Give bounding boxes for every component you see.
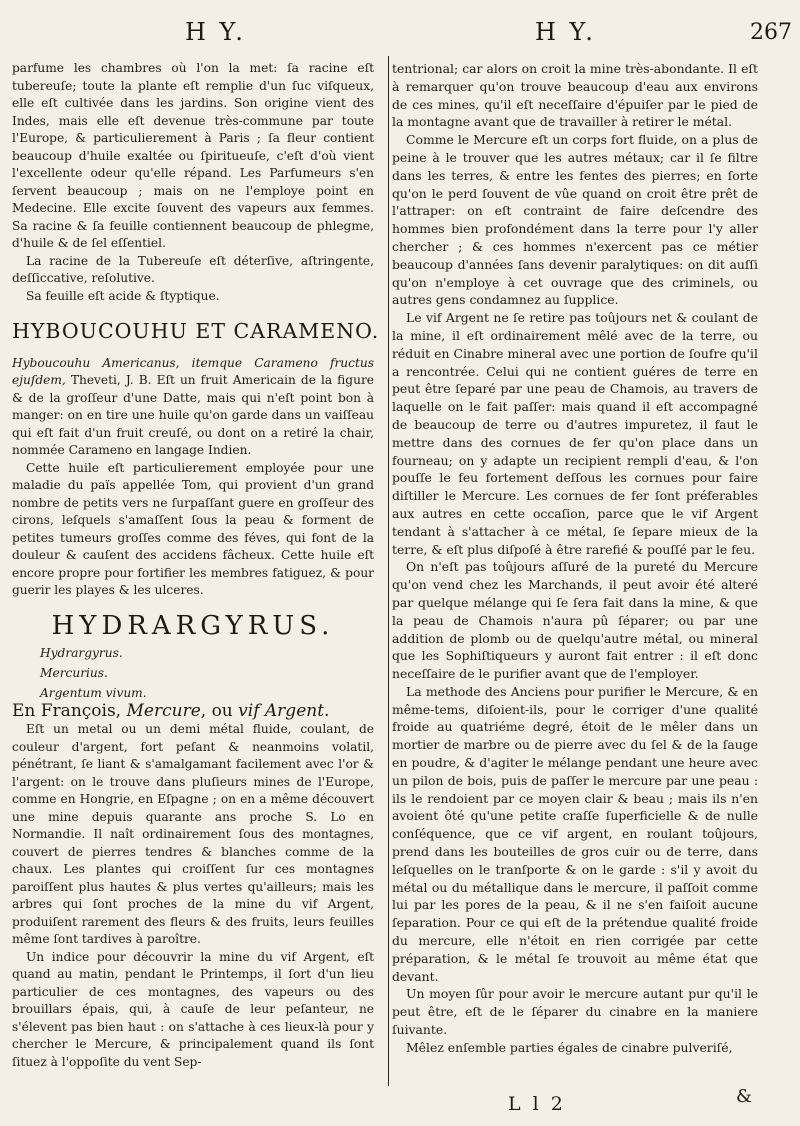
metal-description-paragraph: Eſt un metal ou un demi métal fluide, coulant, de couleur d'argent, fort peſant & neanmoins volatil, pénétrant, ſe liant & s'amalgamant facilement avec l'or & l'argent: on le trouve dans pluſieurs mines de l'Europe, comme en Hongrie, en Eſpagne ; on en a même découvert une mine depuis quarante ans proche S. Lo en Normandie. Il naît ordinairement ſous des montagnes, couvert de pierres tendres & blanches comme de la chaux. Les plantes qui croiſſent ſur ces montagnes paroiſſent plus hautes & plus vertes qu'ailleurs; mais les arbres qui ſont proches de la mine du vif Argent, produiſent rarement des fleurs & des fruits, leurs feuilles même ſont tardives à paroître. bbox=[12, 721, 374, 947]
moyen-sur-paragraph: Un moyen ſûr pour avoir le mercure autant pur qu'il le peut être, eſt de le ſéparer du cinabre en la maniere ſuivante. bbox=[392, 986, 758, 1038]
indice-paragraph: Un indice pour découvrir la mine du vif Argent, eſt quand au matin, pendant le Printemps, il ſort d'un lieu particulier de ces montagnes, des vapeurs ou des brouillars épais, qui, à cauſe de leur peſanteur, ne s'élevent pas bien haut : on s'attache à ces lieux-là pour y chercher le Mercure, & principalement quand ils ſont ſituez à l'oppoſite du vent Sep- bbox=[12, 949, 374, 1069]
french-word-mercure: Mercure bbox=[126, 701, 201, 722]
synonym-argentum: Argentum vivum. bbox=[40, 686, 147, 701]
running-header bbox=[0, 18, 800, 58]
mercure-fluide-paragraph: Comme le Mercure eſt un corps fort fluide, on a plus de peine à le trouver que les autres métaux; car il ſe filtre dans les terres, & entre les fentes des pierres; en ſorte qu'on le perd ſouvent de vûe quand on croit être prêt de l'attraper: on eſt contraint de faire deſcendre des hommes bien profondément dans la terre pour l'y aller chercher ; & ces hommes n'exercent pas ce métier beaucoup d'années ſans devenir paralytiques: on dit auſſi qu'on n'employe à cet ouvrage que des criminels, ou autres gens condamnez au ſupplice. bbox=[392, 132, 758, 308]
latin-name: Hyboucouhu Americanus, itemque Carameno fructus ejuſdem, bbox=[12, 355, 374, 388]
french-prefix: En François, bbox=[12, 701, 127, 722]
running-title-left: H Y. bbox=[185, 18, 246, 46]
french-word-vif-argent: vif Argent bbox=[238, 701, 325, 722]
racine-paragraph: La racine de la Tubereuſe eſt déterſive, aſtringente, deſſiccative, reſolutive. bbox=[12, 253, 374, 286]
feuille-paragraph: Sa feuille eſt acide & ſtyptique. bbox=[26, 288, 220, 303]
french-mid: , ou bbox=[200, 701, 239, 722]
methode-anciens-paragraph: La methode des Anciens pour purifier le Mercure, & en même-tems, diſoient-ils, pour le corriger d'une qualité froide au quatriéme degré, étoit de le mêler dans un mortier de marbre ou de pierre avec du ſel & de la ſauge en poudre, & d'agiter le mélange pendant une heure avec un pilon de bois, puis de paſſer le mercure par une peau : ils le rendoient par ce moyen clair & beau ; mais ils n'en avoient ôté qu'une petite craſſe ſuperficielle & de nulle conſéquence, que ce vif argent, en roulant toûjours, prend dans les bouteilles de gros cuir ou de terre, dans leſquelles on le tranſporte & on le garde : s'il y avoit du métal ou du métallique dans le mercure, il paſſoit comme lui par les pores de la peau, & il ne s'en faiſoit aucune ſeparation. Pour ce qui eſt de la prétendue qualité froide du mercure, elle n'étoit en rien corrigée par cette préparation, & le métal ſe trouvoit au même état que devant. bbox=[392, 683, 758, 984]
huile-paragraph: Cette huile eſt particulierement employée pour une maladie du païs appellée Tom, qui provient d'un grand nombre de petits vers ne ſurpaſſant guere en groſſeur des cirons, leſquels s'amaſſent ſous la peau & forment de petites tumeurs groſſes comme des féves, qui font de la douleur & cauſent des accidens fâcheux. Cette huile eſt encore propre pour fortifier les membres fatiguez, & pour guerir les playes & les ulceres. bbox=[12, 460, 374, 598]
french-end: . bbox=[324, 701, 330, 722]
running-title-right: H Y. bbox=[535, 18, 596, 46]
hyboucouhu-text: Theveti, J. B. Eſt un fruit Americain de la figure & de la groſſeur d'une Datte, mais qui n'eſt point bon à manger: on en tire une huile qu'on garde dans un vaiſſeau qui eſt fait d'un fruit creuſé, ou dont on a retiré la chair, nommée Carameno en langage Indien. bbox=[12, 373, 374, 458]
melez-paragraph: Mêlez enſemble parties égales de cinabre pulveriſé, bbox=[406, 1039, 733, 1055]
vif-argent-paragraph: Le vif Argent ne ſe retire pas toûjours net & coulant de la mine, il eſt ordinairement mêlé avec de la terre, ou réduit en Cinabre mineral avec une portion de ſoufre qu'il a rencontrée. Celui qui ne contient guéres de terre en peut être ſeparé par une peau de Chamois, au travers de laquelle on le fait paſſer: mais quand il eſt accompagné de beaucoup de terre ou d'autres impuretez, il faut le mettre dans des cornues de fer qu'on place dans un fourneau; on y adapte un recipient rempli d'eau, & l'on pouſſe le feu fortement deſſous les cornues pour faire diſtiller le Mercure. Les cornues de fer ſont préferables aux autres en cette occaſion, parce que le vif Argent tendant à s'attacher à ce métal, ſe ſepare mieux de la terre, & eſt plus diſpoſé à être rarefié & pouſſé par le feu. bbox=[392, 310, 758, 557]
left-column bbox=[12, 60, 380, 1071]
signature-mark: L l 2 bbox=[508, 1093, 566, 1115]
french-name-line bbox=[12, 703, 374, 721]
hyboucouhu-paragraph bbox=[12, 355, 374, 460]
synonym-mercurius: Mercurius. bbox=[40, 666, 108, 681]
synonym-hydrargyrus: Hydrargyrus. bbox=[40, 646, 123, 661]
page-number: 267 bbox=[750, 20, 792, 45]
tubereuse-paragraph: parfume les chambres où l'on la met: ſa racine eſt tubereuſe; toute la plante eſt remplie d'un ſuc viſqueux, elle eſt cultivée dans les jardins. Son origine vient des Indes, mais elle eſt devenue très-commune par toute l'Europe, & particulierement à Paris ; ſa fleur contient beaucoup d'huile exaltée ou ſpiritueuſe, c'eſt d'où vient l'excellente odeur qu'elle répand. Les Parfumeurs s'en ſervent beaucoup ; mais on ne l'employe point en Medecine. Elle excite ſouvent des vapeurs aux femmes. Sa racine & ſa feuille contiennent beaucoup de phlegme, d'huile & de ſel eſſentiel. bbox=[12, 61, 374, 251]
mine-paragraph: tentrional; car alors on croit la mine très-abondante. Il eſt à remarquer qu'on trouve beaucoup d'eau aux environs de ces mines, qu'il eſt neceſſaire d'épuiſer par le pied de la montagne avant que de travailler à retirer le métal. bbox=[392, 61, 758, 130]
column-divider bbox=[388, 56, 389, 1086]
catchword: & bbox=[736, 1086, 753, 1107]
right-column bbox=[392, 60, 758, 1057]
heading-hyboucouhu: HYBOUCOUHU ET CARAMENO. bbox=[12, 319, 380, 344]
heading-hydrargyrus: HYDRARGYRUS. bbox=[51, 610, 335, 641]
purete-paragraph: On n'eſt pas toûjours aſſuré de la pureté du Mercure qu'on vend chez les Marchands, il peut avoir été alteré par quelque mélange qui ſe ſera fait dans la mine, & que la peau de Chamois n'aura pû ſéparer; ou par une addition de plomb ou de quelqu'autre métal, ou mineral que les Sophiſtiqueurs y auront fait entrer : il eſt donc neceſſaire de le purifier avant que de l'employer. bbox=[392, 559, 758, 682]
